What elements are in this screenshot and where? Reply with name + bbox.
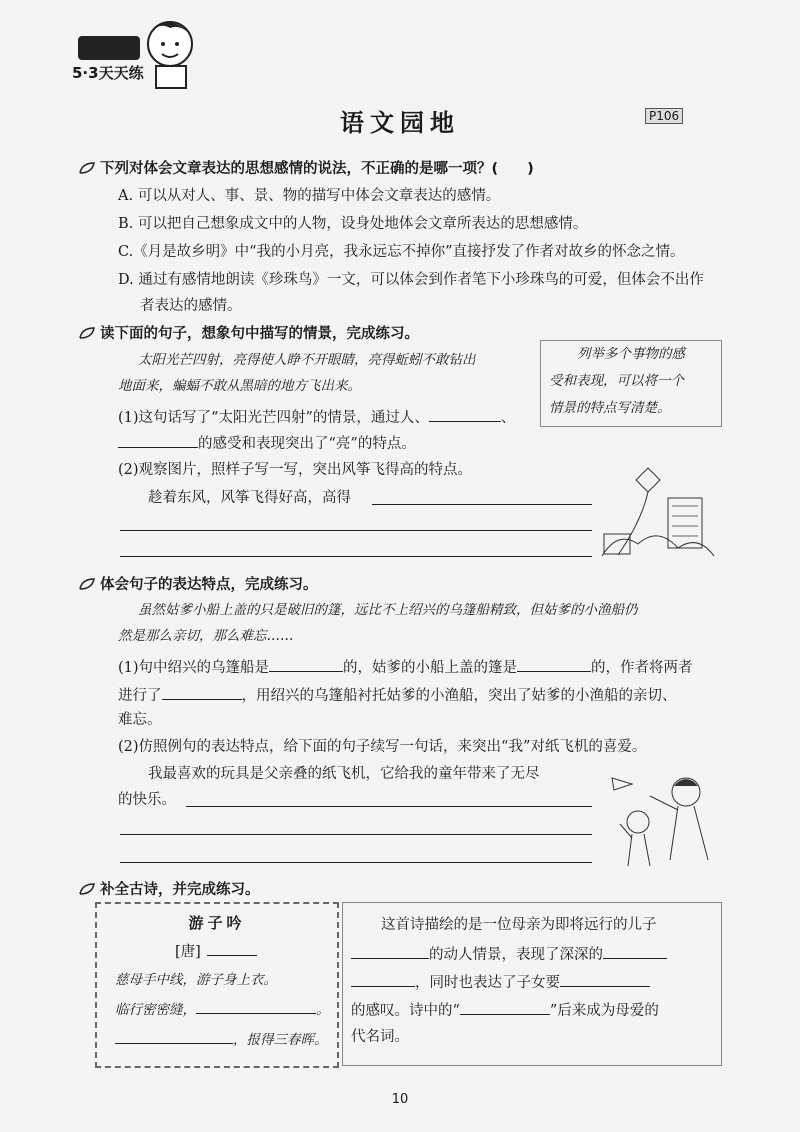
poem-blank[interactable] <box>196 998 316 1014</box>
page-number: 10 <box>391 1092 409 1107</box>
q2-passage-line-2: 地面来，蝙蝠不敢从黑暗的地方飞出来。 <box>118 378 361 394</box>
q3-sub2-example: 我最喜欢的玩具是父亲叠的纸飞机，它给我的童年带来了无尽 <box>148 766 540 782</box>
answer-line[interactable] <box>186 806 592 807</box>
question-4-stem: 补全古诗，并完成练习。 <box>78 878 260 899</box>
q1-option-d[interactable]: D. 通过有感情地朗读《珍珠鸟》一文，可以体会到作者笔下小珍珠鸟的可爱，但体会不出作 <box>118 272 704 288</box>
kite-picture-icon <box>598 460 718 560</box>
blank-field[interactable] <box>460 999 550 1015</box>
answer-line[interactable] <box>120 556 592 557</box>
q2-sub1-line-1: (1)这句话写了“太阳光芒四射”的情景，通过人、 、 <box>118 406 515 428</box>
blank-field[interactable] <box>162 684 242 700</box>
poem-answer-line-1: 这首诗描绘的是一位母亲为即将远行的儿子 <box>381 917 657 933</box>
poem-blank[interactable] <box>115 1028 233 1044</box>
tip-line-1: 列举多个事物的感 <box>577 346 685 362</box>
poem-answer-line-2: 的动人情景，表现了深深的 <box>351 943 667 965</box>
answer-line[interactable] <box>120 862 592 863</box>
question-1-stem: 下列对体会文章表达的思想感情的说法，不正确的是哪一项？( ) <box>78 157 534 178</box>
tip-box <box>540 340 722 427</box>
blank-field[interactable] <box>351 971 415 987</box>
children-paper-plane-picture-icon <box>598 760 718 870</box>
q3-sub2-prompt: (2)仿照例句的表达特点，给下面的句子续写一句话，来突出“我”对纸飞机的喜爱。 <box>118 739 647 755</box>
q1-option-c[interactable]: C.《月是故乡明》中“我的小月亮，我永远忘不掉你”直接抒发了作者对故乡的怀念之情。 <box>118 244 685 260</box>
poem-line-3: ，报得三春晖。 <box>115 1028 328 1050</box>
q3-sub1-line-3: 难忘。 <box>118 712 162 728</box>
question-3-stem: 体会句子的表达特点，完成练习。 <box>78 573 318 594</box>
author-blank[interactable] <box>207 940 257 956</box>
answer-line[interactable] <box>372 504 592 505</box>
leaf-icon <box>78 882 96 896</box>
q2-sub1-line-2: 的感受和表现突出了“亮”的特点。 <box>118 432 416 454</box>
q1-option-b[interactable]: B. 可以把自己想象成文中的人物，设身处地体会文章所表达的思想感情。 <box>118 216 588 232</box>
tip-line-2: 受和表现，可以将一个 <box>549 373 684 389</box>
poem-title: 游子吟 <box>188 914 246 932</box>
blank-field[interactable] <box>269 656 343 672</box>
q3-sub1-line-2: 进行了 ，用绍兴的乌篷船衬托姑爹的小渔船，突出了姑爹的小渔船的亲切、 <box>118 684 677 706</box>
page-title: 语文园地 <box>340 109 460 137</box>
blank-field[interactable] <box>517 656 591 672</box>
poem-answer-line-4: 的感叹。诗中的“ ”后来成为母爱的 <box>351 999 659 1021</box>
leaf-icon <box>78 326 96 340</box>
q1-option-a[interactable]: A. 可以从对人、事、景、物的描写中体会文章表达的感情。 <box>118 188 501 204</box>
poem-answer-line-3: ，同时也表达了子女要 <box>351 971 650 993</box>
q2-passage-line-1: 太阳光芒四射，亮得使人睁不开眼睛，亮得蚯蚓不敢钻出 <box>138 352 476 368</box>
leaf-icon <box>78 577 96 591</box>
page-reference-badge: P106 <box>645 108 683 124</box>
q3-passage-line-2: 然是那么亲切，那么难忘…… <box>118 628 294 644</box>
q2-sub2-example: 趁着东风，风筝飞得好高，高得 <box>148 490 351 506</box>
answer-line[interactable] <box>120 530 592 531</box>
q3-sub1-line-1: (1)句中绍兴的乌篷船是 的，姑爹的小船上盖的篷是 的，作者将两者 <box>118 656 693 678</box>
question-2-stem: 读下面的句子，想象句中描写的情景，完成练习。 <box>78 322 419 343</box>
brand-label: 5·3天天练 <box>72 64 144 82</box>
blank-field[interactable] <box>118 432 198 448</box>
poem-dynasty: [唐] <box>175 940 257 962</box>
blank-field[interactable] <box>429 406 501 422</box>
blank-field[interactable] <box>560 971 650 987</box>
poem-answer-line-5: 代名词。 <box>351 1029 409 1045</box>
leaf-icon <box>78 161 96 175</box>
q3-sub2-example-cont: 的快乐。 <box>118 792 176 808</box>
answer-line[interactable] <box>120 834 592 835</box>
poem-line-2: 临行密密缝， 。 <box>115 998 330 1020</box>
poem-box <box>95 902 339 1068</box>
poem-line-1: 慈母手中线，游子身上衣。 <box>115 972 277 988</box>
q1-option-d-cont: 者表达的感情。 <box>140 298 242 314</box>
poem-answer-box <box>342 902 722 1066</box>
q3-passage-line-1: 虽然姑爹小船上盖的只是破旧的篷，远比不上绍兴的乌篷船精致，但姑爹的小渔船仍 <box>138 602 638 618</box>
q2-sub2-prompt: (2)观察图片，照样子写一写，突出风筝飞得高的特点。 <box>118 462 473 478</box>
blank-field[interactable] <box>351 943 429 959</box>
tip-line-3: 情景的特点写清楚。 <box>549 400 671 416</box>
blank-field[interactable] <box>603 943 667 959</box>
